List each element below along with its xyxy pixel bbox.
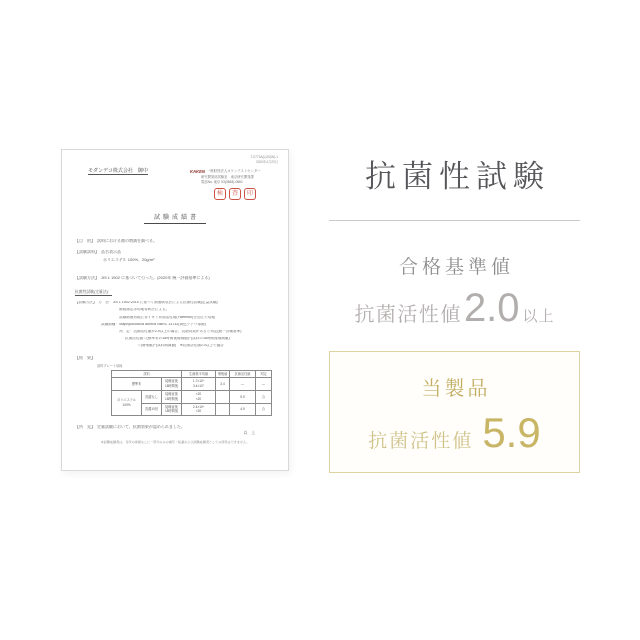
method-summary-line: 【試験方法】 JIS L 1902 に基づいて行った。(2020年 統一評価基準による): [75, 275, 210, 280]
red-seal-icon: 査: [229, 188, 241, 200]
table-row: [112, 391, 272, 404]
time-cell: [162, 391, 182, 404]
criteria-label: 合格基準値: [398, 256, 514, 278]
growth-value: 3.4: [216, 378, 230, 391]
time-18h: 18時間後: [164, 409, 179, 414]
specimen-detail-line: ポリエステル 100%、20g/m²: [103, 257, 155, 262]
time-cell: [162, 403, 182, 416]
col-sample: 試料: [112, 371, 182, 378]
result-line: [330, 408, 579, 456]
section-heading-wrap: [75, 290, 275, 296]
document-number: T-0773A(L)20(W)-1: [250, 155, 278, 159]
count-18h: <20: [195, 409, 202, 414]
sample-percent: 100%: [122, 403, 131, 408]
sample-material: ポリエステル: [117, 398, 136, 403]
time-0h: 接種直後: [165, 392, 178, 397]
time-cell: [162, 378, 182, 391]
criteria-line: [329, 285, 580, 330]
time-0h: 接種直後: [165, 379, 178, 384]
red-seal-icon: 印: [244, 188, 256, 200]
judge-value: ―: [256, 378, 272, 391]
table-row: [112, 378, 272, 391]
result-table: [111, 370, 272, 416]
activity-value: 5.9: [230, 391, 256, 404]
count-cell: [182, 403, 216, 416]
result-prefix: 抗菌活性値: [368, 430, 474, 452]
count-0h: 1.7×10⁴: [192, 379, 205, 384]
time-18h: 18時間後: [164, 396, 179, 401]
section-heading: 抗菌性試験(定量法)：: [75, 291, 112, 296]
col-count: 生菌数平均値: [182, 371, 216, 378]
method-line: 試験菌液培地に非イオン界面活性剤(Tween80)を加えた培地: [119, 315, 215, 319]
count-cell: [182, 391, 216, 404]
info-panel: [329, 148, 580, 473]
growth-value: [216, 403, 230, 416]
wash-condition: 洗濯なし: [142, 391, 162, 404]
product-result-box: [329, 351, 580, 473]
result-label: 【結 果】: [75, 355, 95, 360]
divider-line: [329, 220, 580, 221]
wash-condition: 洗濯10回: [142, 403, 162, 416]
col-growth: 増殖値: [216, 371, 230, 378]
method-line: 判 定：抗菌活性値が2.0以上の場合、抗菌効果があると判定(統一評価基準): [119, 329, 242, 333]
specimen-line: 【試験試料】 品名表示品: [75, 250, 121, 255]
growth-value: [216, 391, 230, 404]
product-label: 当製品: [421, 377, 491, 400]
method-line: ＝(増殖値)−(試料増減値) ※抗菌活性値2.0以上で適合: [137, 344, 224, 348]
finding-line: 【所 見】 定量試験において、抗菌効果が認められました。: [75, 425, 185, 430]
count-0h: <20: [195, 392, 202, 397]
table-header-row: [112, 371, 272, 378]
certificate-title: 試験成績書: [144, 212, 206, 224]
panel-title: 抗菌性試験: [365, 159, 550, 194]
document-date: 2020年4月23日: [256, 159, 278, 164]
method-line: 試験菌種：Staphylococcus aureus NBRC 13732(黄色ブドウ球菌): [101, 322, 206, 326]
certificate-body: [62, 239, 288, 444]
activity-value: 4.9: [230, 403, 256, 416]
certificate-header: [62, 150, 288, 200]
footnote-line: 本試験成績書は、当所の承諾なしに一部分のみの複写・転載および試験成績書としての使用はできません。: [100, 440, 250, 445]
count-0h: 2.4×10⁴: [192, 404, 205, 409]
red-seal-icon: 検: [214, 188, 226, 200]
judge-value: 合: [256, 403, 272, 416]
method-line: 菌数測定は培地希釈法による。: [119, 308, 170, 312]
activity-value: ―: [230, 378, 256, 391]
method-line: 抗菌活性値＝(標準布の18時間後増減値)−(試料の18時間後増減値): [125, 337, 230, 341]
count-18h: <20: [195, 396, 202, 401]
time-18h: 18時間後: [164, 384, 179, 389]
closing-line: 以 上: [243, 431, 255, 436]
col-judge: 判定: [256, 371, 272, 378]
count-18h: 3.4×10⁷: [193, 384, 205, 389]
lab-logo: KAKEN: [190, 168, 205, 174]
table-note: 試料プレート培地: [97, 363, 123, 368]
sample-label: [112, 391, 142, 416]
judge-value: 合: [256, 391, 272, 404]
criteria-value: 2.0: [463, 285, 520, 330]
result-value: 5.9: [482, 408, 541, 456]
standard-cloth-label: 標準布: [112, 378, 162, 391]
certificate-document: [61, 149, 289, 471]
seal-row: [214, 188, 278, 200]
col-activity: 抗菌活性値: [230, 371, 256, 378]
count-cell: [182, 378, 216, 391]
lab-name: 一般財団法人カケンテストセンター: [206, 168, 261, 173]
criteria-prefix: 抗菌活性値: [354, 303, 462, 326]
lab-phone: 電話No. 東京 03(3663)-0861: [201, 180, 243, 185]
certificate-title-wrap: [62, 206, 288, 224]
time-0h: 接種直後: [165, 404, 178, 409]
lab-block: [190, 155, 278, 200]
criteria-suffix: 以上: [522, 307, 555, 325]
addressee-line: モダンデコ株式会社 御中: [88, 168, 148, 174]
lab-department: 研究開発部試験室 東京研究開発課: [201, 174, 254, 179]
method-line: 【試験方法】 方 法：JIS L 1902:2015 に基づく菌液吸収法による抗菌性試験(定量試験): [75, 301, 218, 305]
purpose-line: 【目 的】 試料における菌の増減を調べる。: [75, 239, 157, 244]
